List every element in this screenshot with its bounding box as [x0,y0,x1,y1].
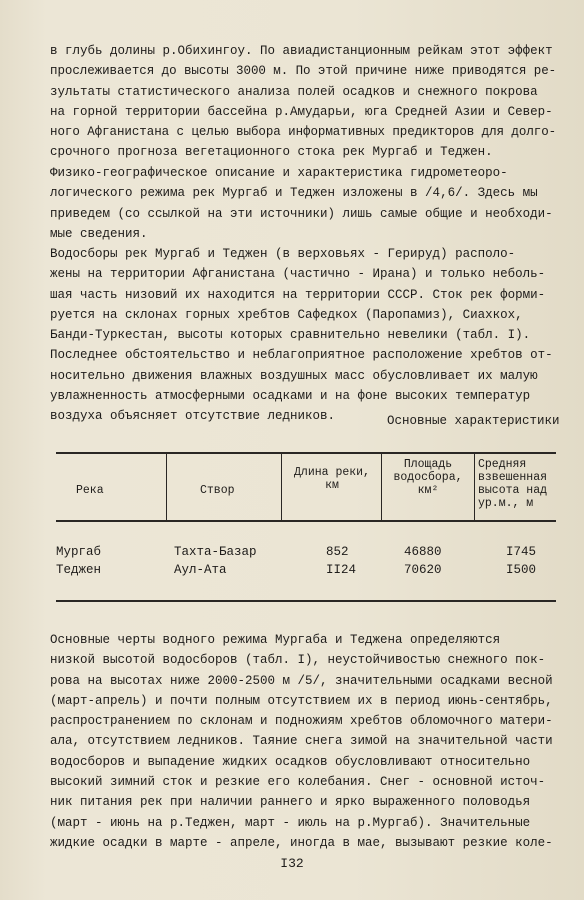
text-line: (март-апрель) и почти полным отсутствием их в период июнь-сентябрь, [50,693,553,708]
text-line: зультаты статистического анализа полей осадков и снежного покрова [50,84,538,99]
text-line: логического режима рек Мургаб и Теджен изложены в /4,6/. Здесь мы [50,186,538,201]
header-area: Площадь водосбора, км² [393,458,463,497]
characteristics-table [56,452,556,607]
text-line: носительно движения влажных воздушных масс обусловливает их малую [50,368,538,383]
text-line: шая часть низовий их находится на территории СССР. Сток рек форми- [50,287,546,302]
text-line: руется на склонах горных хребтов Сафедкох (Паропамиз), Сиахкох, [50,307,523,322]
page-number: I32 [280,856,304,871]
text-line: приведем (со ссылкой на эти источники) лишь самые общие и необходи- [50,206,553,221]
text-line: высокий зимний сток и резкие его колебания. Снег - основной источ- [50,775,546,790]
text-line: воздуха объясняет отсутствие ледников. [50,409,336,424]
cell-site: Аул-Ата [174,563,227,577]
text-line: ник питания рек при наличии раннего и ярко выраженного половодья [50,795,531,810]
text-line: ала, отсутствием ледников. Таяние снега зимой на значительной части [50,734,553,749]
text-line: Физико-географическое описание и характеристика гидрометеоро- [50,166,508,180]
text-line: на горной территории бассейна р.Амударьи, юга Средней Азии и Север- [50,104,553,119]
text-line: жидкие осадки в марте - апреле, иногда в мае, вызывают резкие коле- [50,835,553,850]
text-line: Основные черты водного режима Мургаба и Теджена определяются [50,633,501,647]
cell-height: I745 [506,545,537,559]
text-line: распространением по склонам и подножиям хребтов обломочного матери- [50,714,553,729]
header-river: Река [76,484,104,497]
paragraph-2 [50,163,556,244]
header-site: Створ [200,484,235,497]
text-line: увлажненность атмосферными осадками и на фоне высоких температур [50,389,531,404]
text-line: (март - июнь на р.Теджен, март - июль на р.Мургаб). Значительные [50,815,531,830]
text-line: рова на высотах ниже 2000-2500 м /5/, значительными осадками весной [50,673,553,688]
cell-river: Мургаб [56,545,102,559]
paragraph-1 [50,41,556,163]
paragraph-3 [50,244,556,427]
cell-site: Тахта-Базар [174,545,257,559]
text-line: срочного прогноза вегетационного стока рек Мургаб и Теджен. [50,145,493,160]
text-line: ного Афганистана с целью выбора информативных предикторов для долго- [50,125,557,140]
paragraph-4 [50,630,556,853]
text-line: Водосборы рек Мургаб и Теджен (в верховьях - Герируд) располо- [50,247,516,261]
text-line: Последнее обстоятельство и неблагоприятное расположение хребтов от- [50,348,553,363]
text-line: низкой высотой водосборов (табл. I), неустойчивостью снежного пок- [50,653,546,668]
table-header-rule [56,520,556,522]
text-line: прослеживается до высоты 3000 м. По этой причине ниже приводятся ре- [50,64,557,79]
cell-river: Теджен [56,563,102,577]
table-bottom-rule [56,600,556,602]
table-top-rule [56,452,556,454]
header-length: Длина реки, км [294,466,370,492]
text-line: жены на территории Афганистана (частично - Ирана) и только неболь- [50,267,546,282]
table-column-divider [474,452,475,520]
table-caption: Основные характеристики [387,414,560,428]
cell-length: 852 [326,545,349,559]
header-height: Средняя взвешенная высота над ур.м., м [478,458,548,510]
text-line: водосборов и выпадение жидких осадков обусловливают относительно [50,754,531,769]
cell-length: II24 [326,563,357,577]
text-line: Банди-Туркестан, высоты которых сравнительно невелики (табл. I). [50,328,531,343]
table-column-divider [166,452,167,520]
cell-area: 70620 [404,563,442,577]
cell-area: 46880 [404,545,442,559]
text-line: мые сведения. [50,226,148,241]
table-column-divider [281,452,282,520]
table-column-divider [381,452,382,520]
cell-height: I500 [506,563,537,577]
text-line: в глубь долины р.Обихингоу. По авиадистанционным рейкам этот эффект [50,44,553,58]
